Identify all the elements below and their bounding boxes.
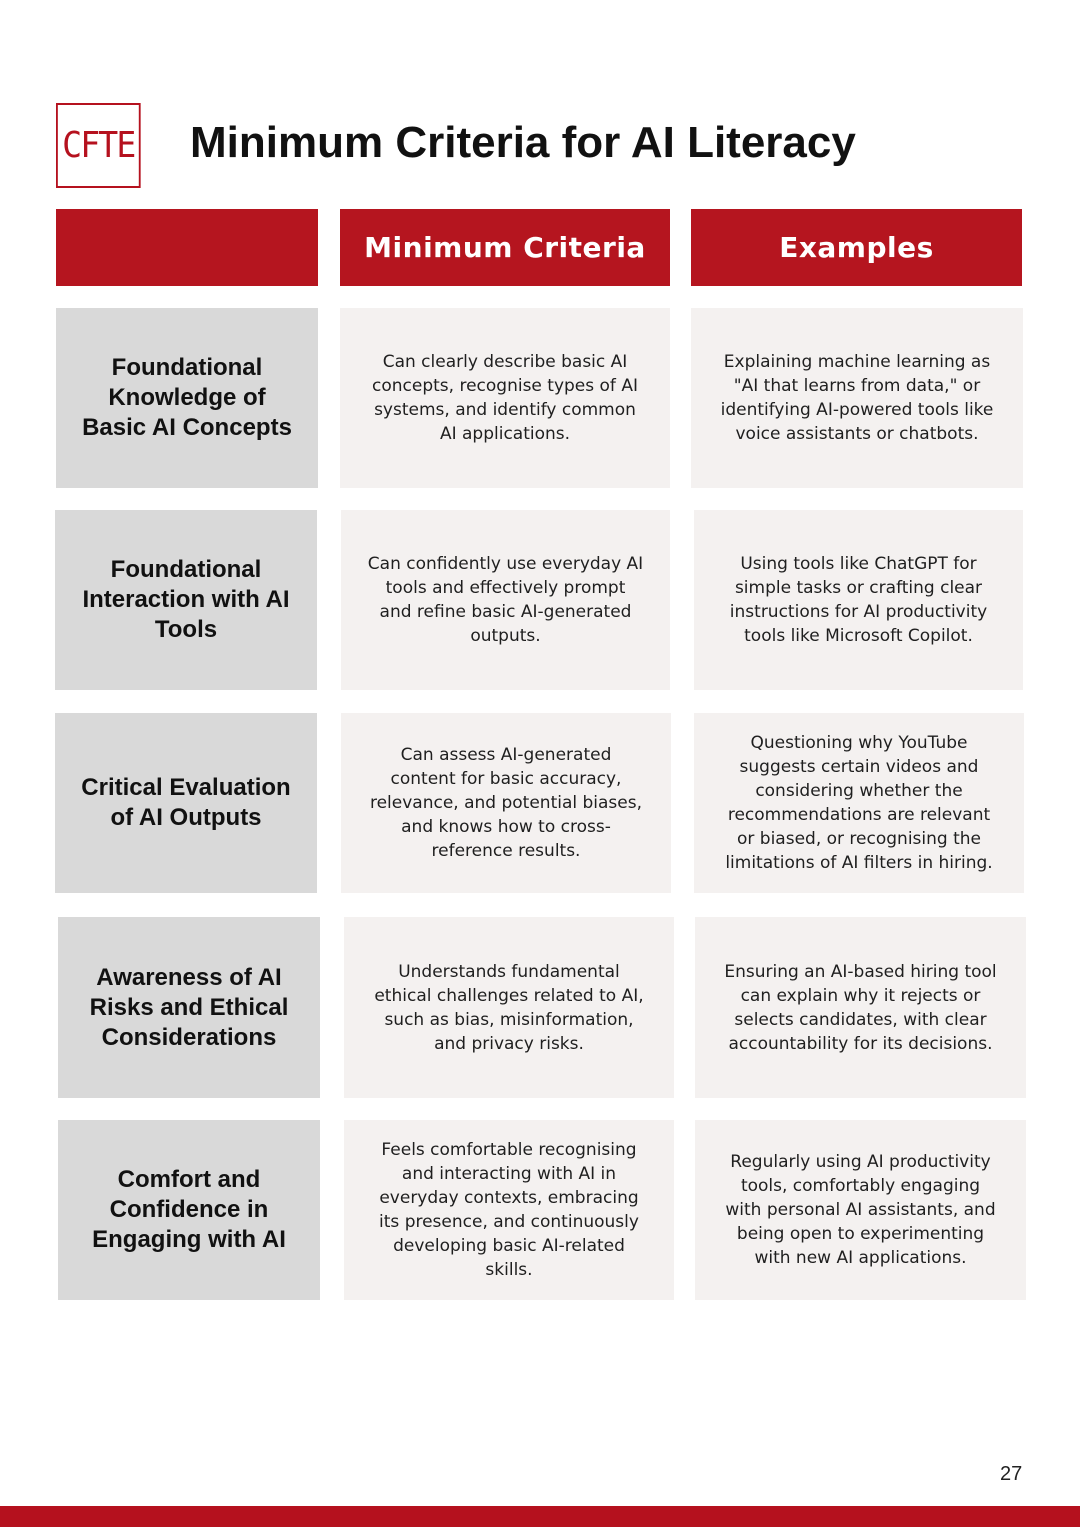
row-example: Regularly using AI productivity tools, comfortably engaging with personal AI assistants, and being open to experimenting with new AI applications. [695,1120,1026,1300]
row-criteria: Feels comfortable recognising and interacting with AI in everyday contexts, embracing its presence, and continuously developing basic AI-related skills. [344,1120,674,1300]
page-title: Minimum Criteria for AI Literacy [190,118,856,167]
header-blank-cell [56,209,318,286]
row-example: Ensuring an AI-based hiring tool can explain why it rejects or selects candidates, with clear accountability for its decisions. [695,917,1026,1098]
footer-bar [0,1506,1080,1527]
cfte-logo: CFTE [56,103,141,188]
row-label: Comfort and Confidence in Engaging with AI [58,1120,320,1300]
row-example: Explaining machine learning as "AI that learns from data," or identifying AI-powered tools like voice assistants or chatbots. [691,308,1023,488]
row-criteria: Can confidently use everyday AI tools and effectively prompt and refine basic AI-generated outputs. [341,510,670,690]
row-criteria: Understands fundamental ethical challenges related to AI, such as bias, misinformation, and privacy risks. [344,917,674,1098]
row-criteria: Can clearly describe basic AI concepts, recognise types of AI systems, and identify common AI applications. [340,308,670,488]
header-minimum-criteria: Minimum Criteria [340,209,670,286]
page-number: 27 [1000,1463,1023,1485]
row-label: Awareness of AI Risks and Ethical Considerations [58,917,320,1098]
row-example: Questioning why YouTube suggests certain videos and considering whether the recommendations are relevant or biased, or recognising the limitations of AI filters in hiring. [694,713,1024,893]
row-label: Critical Evaluation of AI Outputs [55,713,317,893]
row-label: Foundational Knowledge of Basic AI Concepts [56,308,318,488]
row-label: Foundational Interaction with AI Tools [55,510,317,690]
row-criteria: Can assess AI-generated content for basic accuracy, relevance, and potential biases, and knows how to cross-reference results. [341,713,671,893]
header-examples: Examples [691,209,1022,286]
row-example: Using tools like ChatGPT for simple tasks or crafting clear instructions for AI productivity tools like Microsoft Copilot. [694,510,1023,690]
